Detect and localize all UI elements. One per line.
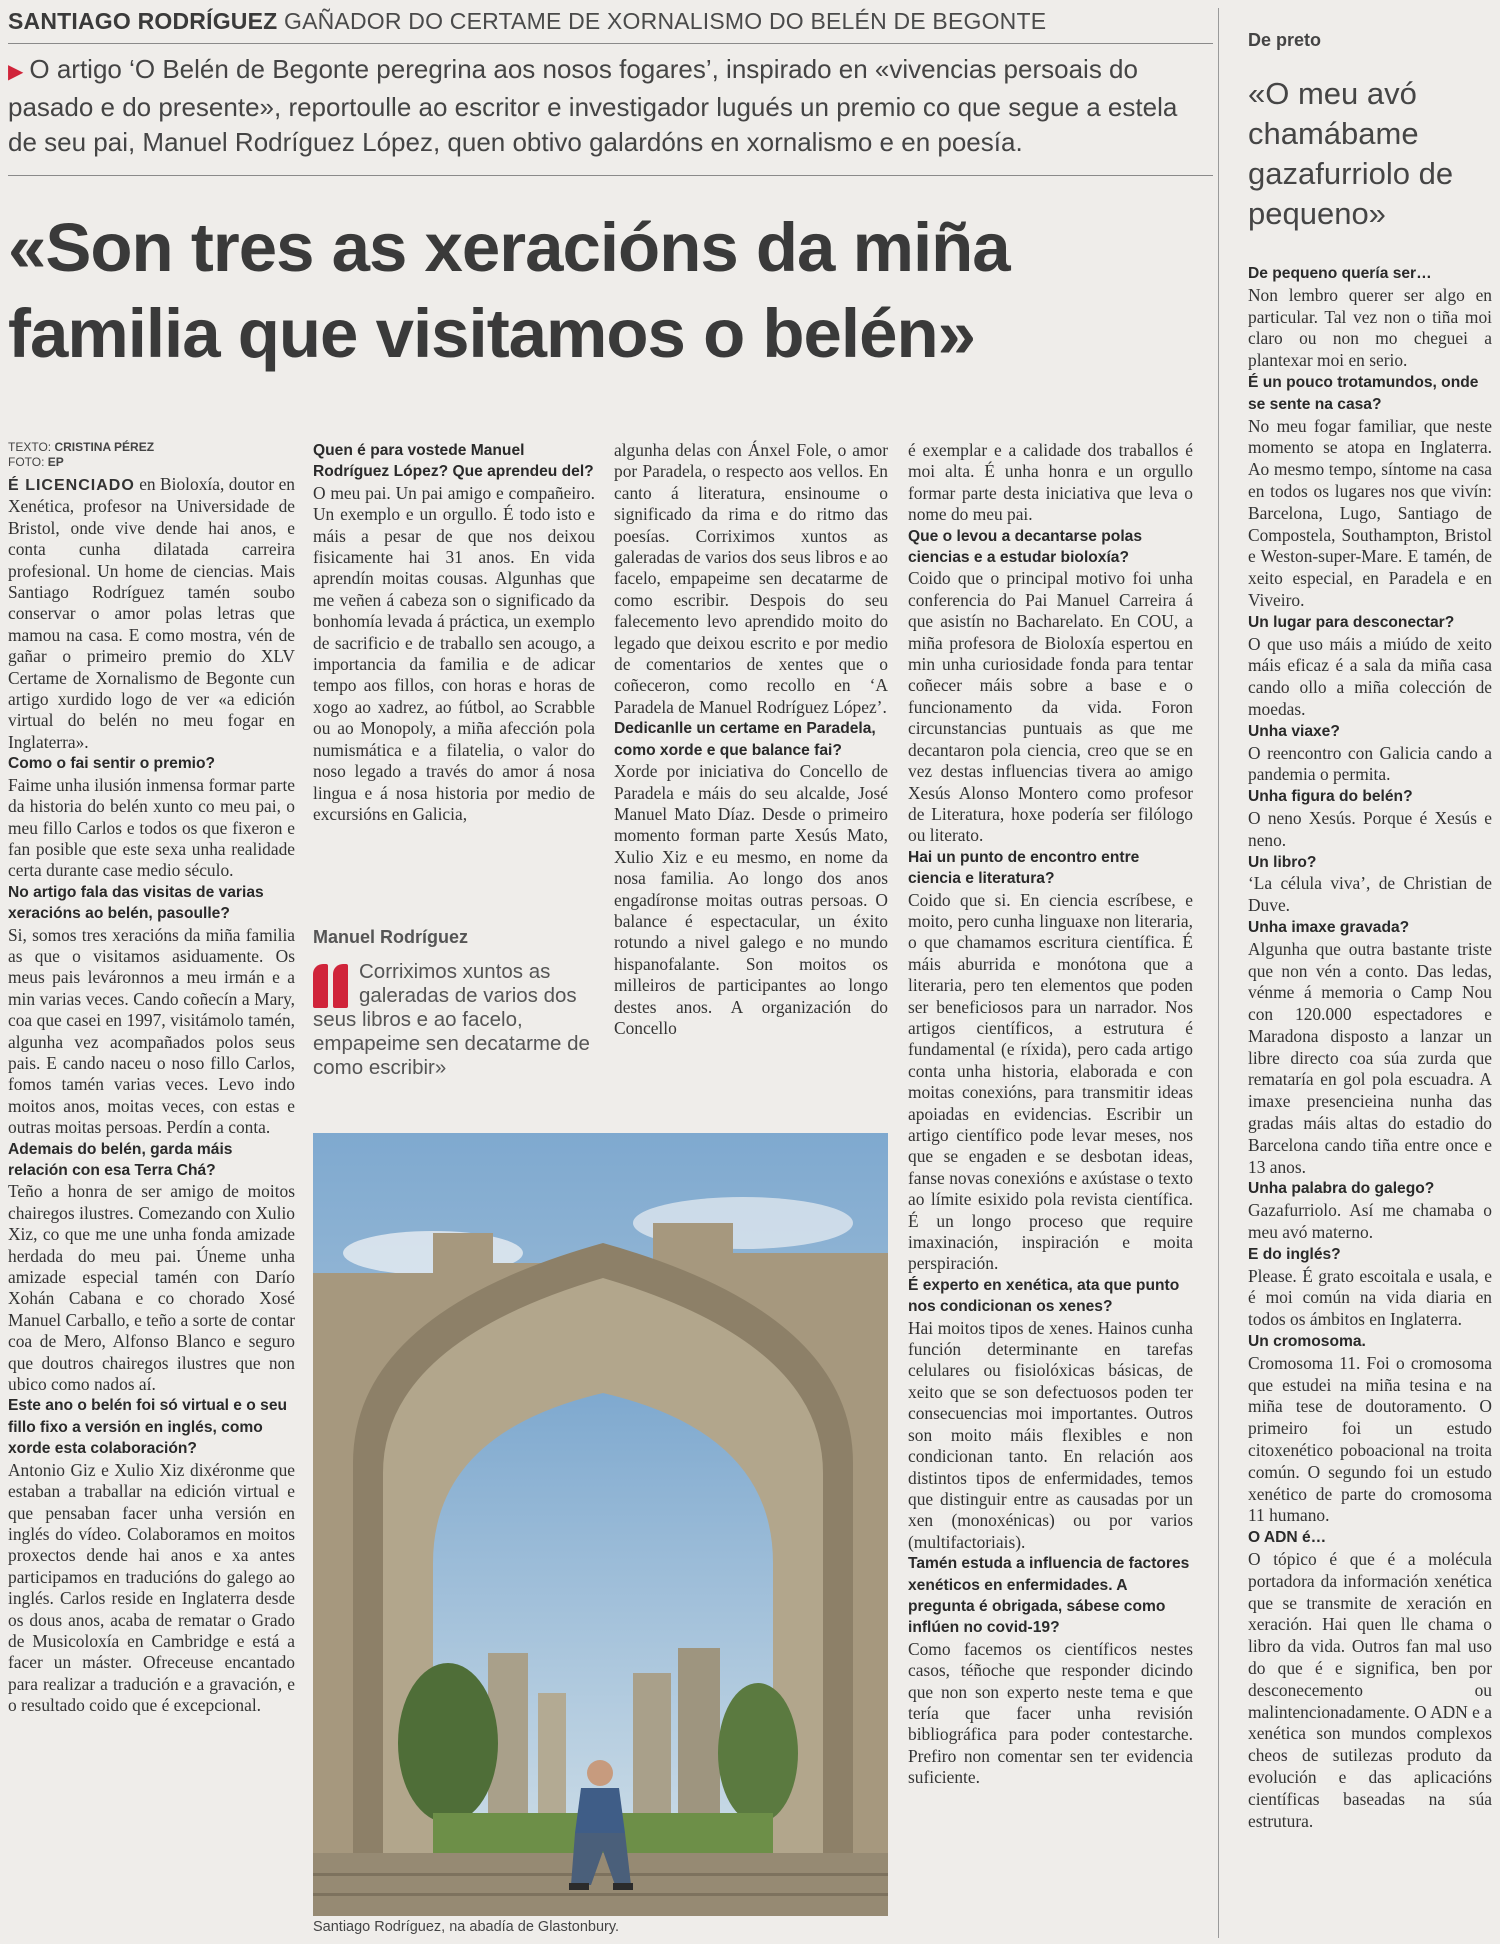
credit-text-label: TEXTO: [8,440,52,454]
answer: Faime unha ilusión inmensa formar parte da historia do belén xunto co meu pai, o meu fillo Carlos e todos os que fixeron e fan posible que este sexa unha realidade certa durante case medio século. [8,774,295,881]
sidebar-answer: Cromosoma 11. Foi o cromosoma que estudei na miña tesina e na miña tese de doutoramento. O primeiro foi un estudo citoxenético poboacional na troita común. O segundo foi un estudo xenético de parte do cromosoma 11 humano. [1248,1352,1492,1526]
answer: Teño a honra de ser amigo de moitos chairegos ilustres. Comezando con Xulio Xiz, co que me une unha fonda amizade herdada do meu pai. Úneme unha amizade especial tamén con Darío Xohán Cabana e co chorado Xosé Manuel Carballo, e teño a sorte de contar coa de Mero, Alfonso Blanco e seguro que doutros chairegos ilustres que non ubico como nados aí. [8,1181,295,1395]
sidebar-question: Un libro? [1248,853,1317,871]
sidebar-question: Unha palabra do galego? [1248,1180,1435,1198]
sidebar-answer: ‘La célula viva’, de Christian de Duve. [1248,873,1492,916]
photo-caption: Santiago Rodríguez, na abadía de Glastonbury. [313,1919,620,1935]
question: Dedicanlle un certame en Paradela, como xorde e que balance fai? [614,720,876,759]
sidebar-answer: O neno Xesús. Porque é Xesús e neno. [1248,807,1492,850]
answer: O meu pai. Un pai amigo e compañeiro. Un exemplo e un orgullo. É todo isto e máis a pesar de que nos deixou fisicamente hai 31 anos. En vida aprendín moitas cousas. Algunhas que me veñen á cabeza son o significado da bonhomía levada á práctica, un exemplo de sacrificio e de traballo sen acougo, a importancia da familia e de adicar tempo aos fillos, con horas e horas de xogo ao xadrez, ao fútbol, ao Scrabble ou ao Monopoly, a miña afección pola numismática e a filatelia, o valor do noso legado a través do amor á nosa lingua e á nosa historia por medio de excursións en Galicia, [313,482,595,824]
sidebar-answer: O reencontro con Galicia cando a pandemia o permita. [1248,742,1492,785]
sidebar-question: O ADN é… [1248,1529,1327,1547]
kicker-name: SANTIAGO RODRÍGUEZ [8,8,278,34]
sidebar-tag: De preto [1248,30,1322,50]
lead-paragraph [8,52,1213,160]
sidebar-question: Un cromosoma. [1248,1333,1366,1351]
question: Hai un punto de encontro entre ciencia e literatura? [908,848,1140,888]
red-triangle-icon: ▶ [8,61,24,83]
sidebar-answer: O tópico é que é a molécula portadora da información xenética que se transmite de xeración en xeración. Hai quen lle chama o libro da vida. Outros fan mal uso do que é e significa, ben por desconecemento ou malintencionadamente. O ADN e a xenética son mundos complexos cheos de sutilezas produto da evolución e das aplicacións científicas baseadas na súa estrutura. [1248,1549,1492,1831]
question: Que o levou a decantarse polas ciencias e a estudar bioloxía? [908,527,1142,567]
lead-rule [8,175,1213,176]
answer: Xorde por iniciativa do Concello de Paradela e máis do seu alcalde, José Manuel Mato Díaz. Desde o primeiro momento forman parte Xesús Mato, Xulio Xiz e eu mesmo, en nome da nosa familia. Ao longo dos anos engadíronse moitas outras persoas. O balance é espectacular, un éxito rotundo a nivel galego e no mundo hispanofalante. Son moitos os milleiros de participantes ao longo destes anos. A organización do Concello [614,761,888,1038]
credits [8,440,295,470]
credit-photo-author: EP [47,455,64,469]
answer: Si, somos tres xeracións da miña familia as que o visitamos asiduamente. Os meus pais leváronnos a meu irmán e a min varias veces. Cando coñecín a Mary, coa que casei en 1997, visitámolo tamén, algunha vez acompañados polos seus pais. E cando naceu o noso fillo Carlos, fomos tamén varias veces. Levo indo moitos anos, moitas veces, con estas e outras moitas persoas. Perdín a conta. [8,924,295,1138]
sidebar-answer: O que uso máis a miúdo de xeito máis eficaz é a sala da miña casa cando ollo a miña colección de moedas. [1248,633,1492,719]
kicker-line [8,8,1213,44]
column-4 [908,440,1193,1789]
sidebar-answer: Please. É grato escoitala e usala, e é moi común na vida diaria en todos os ámbitos en Inglaterra. [1248,1265,1492,1330]
question: Como o fai sentir o premio? [8,755,216,773]
answer: Coido que si. En ciencia escríbese, e moito, pero cunha linguaxe non literaria, o que chamamos escritura científica. É máis aburrida e monótona que a literaria, pero ten elementos que poden ser beneficiosos para un narrador. Nos artigos científicos, a estrutura é fundamental (e ríxida), pero cada artigo conta unha historia, elaborada e con moitas conexións, para transmitir ideas apoiadas en evidencias. Escribir un artigo científico pode levar meses, nos que se engaden e se desbotan ideas, fanse novas conexións e axústase o texto ao límite esixido pola revista científica. É un longo proceso que require imaxinación, inspiración e moita perspiración. [908,889,1193,1274]
sidebar-question: É un pouco trotamundos, onde se sente na casa? [1248,373,1479,413]
lead-word: É LICENCIADO [8,477,135,494]
abbey-ruins-illustration [313,1133,888,1916]
column-3 [614,440,888,1039]
sidebar-answer: No meu fogar familiar, que neste momento se atopa en Inglaterra. Ao mesmo tempo, síntome na casa en todos os lugares nos que vivín: Barcelona, Lugo, Santiago de Compostela, Southampton, Bristol e Weston-super-Mare. E tamén, de xeito especial, en Paradela e en Viveiro. [1248,415,1492,610]
credit-text-author: CRISTINA PÉREZ [54,440,155,454]
sidebar-question: Unha imaxe gravada? [1248,918,1410,936]
sidebar-title: «O meu avó chamábame gazafurriolo de pequeno» [1248,76,1454,231]
sidebar-answer: Algunha que outra bastante triste que non vén a conto. Das ledas, vénme á memoria o Camp Nou con 120.000 espectadores e Maradona disposto a lanzar un libre directo coa súa zurda que remataría en gol pola escuadra. A imaxe presencieina nunha das gradas máis altas do estadio do Barcelona cando tiña entre once e 13 anos. [1248,938,1492,1177]
sidebar-question: Unha viaxe? [1248,722,1340,740]
sidebar-question: E do inglés? [1248,1245,1341,1263]
question: Tamén estuda a influencia de factores xenéticos en enfermidades. A pregunta é obrigada, sábese como inflúen no covid-19? [908,1555,1190,1637]
kicker-label: GAÑADOR DO CERTAME DE XORNALISMO DO BELÉN DE BEGONTE [283,8,1047,34]
answer: Coido que o principal motivo foi unha conferencia do Pai Manuel Carreira á que asistín no Bacharelato. En COU, a miña profesora de Bioloxía espertou en min unha curiosidade fonda para tentar coñecer máis sobre a base e o funcionamento da vida. Foron circunstancias puntuais as que me decantaron pola ciencia, creo que se en vez destas influencias tivera ao amigo Xesús Alonso Montero como profesor de Literatura, hoxe podería ser filólogo ou literato. [908,568,1193,846]
question: Quen é para vostede Manuel Rodríguez López? Que aprendeu del? [313,442,594,481]
sidebar-questionnaire [1248,263,1492,1832]
intro-paragraph [8,474,295,753]
quote-mark-icon [313,964,351,1008]
sidebar-question: Unha figura do belén? [1248,788,1413,806]
pull-quote-name: Manuel Rodríguez [313,927,469,947]
sidebar-answer: Non lembro querer ser algo en particular. Tal vez non o tiña moi claro ou non mo cheguei a plantexar moi en serio. [1248,284,1492,371]
answer: Antonio Giz e Xulio Xiz dixéronme que estaban a traballar na edición virtual e que pensaban facer unha versión en inglés do vídeo. Colaboramos en moitos proxectos dende hai anos e xa antes participamos en traducións do galego ao inglés. Carlos reside en Inglaterra desde os dous anos, acaba de rematar o Grado de Musicoloxía en Cambridge e está a facer un máster. Ofreceuse encantado para realizar a tradución e a gravación, e o resultado coido que é excepcional. [8,1459,295,1716]
pull-quote-text: Corriximos xuntos as galeradas de varios dos seus libros e ao facelo, empapeime sen decatarme de como escribir» [313,960,590,1079]
question: Este ano o belén foi só virtual e o seu fillo fixo a versión en inglés, como xorde esta colaboración? [8,1397,288,1458]
lead-text: O artigo ‘O Belén de Begonte peregrina aos nosos fogares’, inspirado en «vivencias persoais do pasado e do presente», reportoulle ao escritor e investigador lugués un premio co que segue a estela de seu pai, Manuel Rodríguez López, quen obtivo galardóns en xornalismo e en poesía. [8,54,1178,157]
sidebar-answer: Gazafurriolo. Así me chamaba o meu avó materno. [1248,1200,1492,1243]
sidebar-question: De pequeno quería ser… [1248,265,1432,282]
intro-text: en Bioloxía, doutor en Xenética, profesor na Universidade de Bristol, onde vive dende hai anos, e conta cunha dilatada carreira profesional. Un home de ciencias. Mais Santiago Rodríguez tamén soubo conservar o amor polas letras que mamou na casa. E como mostra, vén de gañar o primeiro premio do XLV Certame de Xornalismo de Begonte cun artigo xurdido logo de ver «a edición virtual do belén no meu fogar en Inglaterra». [8,474,295,752]
answer: é exemplar e a calidade dos traballos é moi alta. É unha honra e un orgullo formar parte desta iniciativa que leva o nome do meu pai. [908,440,1193,525]
abbey-photo [313,1133,888,1916]
credit-photo-label: FOTO: [8,455,45,469]
sidebar-divider [1218,8,1219,1938]
pull-quote [313,960,595,1080]
sidebar-question: Un lugar para desconectar? [1248,613,1455,631]
answer: Como facemos os científicos nestes casos, téñoche que responder dicindo que non son experto neste tema e que tería que facer unha revisión bibliográfica para poder contestarche. Prefiro non comentar sen ter evidencia suficiente. [908,1638,1193,1788]
column-2 [313,440,595,825]
headline: «Son tres as xeracións da miña familia que visitamos o belén» [8,209,1010,372]
question: Ademais do belén, garda máis relación con esa Terra Chá? [8,1140,233,1179]
answer: algunha delas con Ánxel Fole, o amor por Paradela, o respecto aos vellos. En canto á literatura, ensinoume o significado da rima e do ritmo das poesías. Corriximos xuntos as galeradas de varios dos seus libros e ao facelo, empapeime sen decatarme de como escribir. Despois do seu falecemento levo aprendido moito do legado que deixou escrito e por medio de comentarios de xentes que o coñeceron, como recollo en ‘A Paradela de Manuel Rodríguez López’. [614,440,888,717]
column-1 [8,440,295,1717]
question: No artigo fala das visitas de varias xeracións ao belén, pasoulle? [8,883,264,923]
kicker-rule [8,43,1213,44]
answer: Hai moitos tipos de xenes. Hainos cunha función determinante en tarefas celulares ou fisiolóxicas básicas, de xeito que se son defectuosos poden ter consecuencias moi importantes. Outros son moito máis flexibles e non condicionan tanto. En relación aos distintos tipos de enfermidades, temos que distinguir entre as causadas por un xen (monoxénicas) ou por varios (multifactoriais). [908,1317,1193,1552]
question: É experto en xenética, ata que punto nos condicionan os xenes? [908,1276,1180,1316]
